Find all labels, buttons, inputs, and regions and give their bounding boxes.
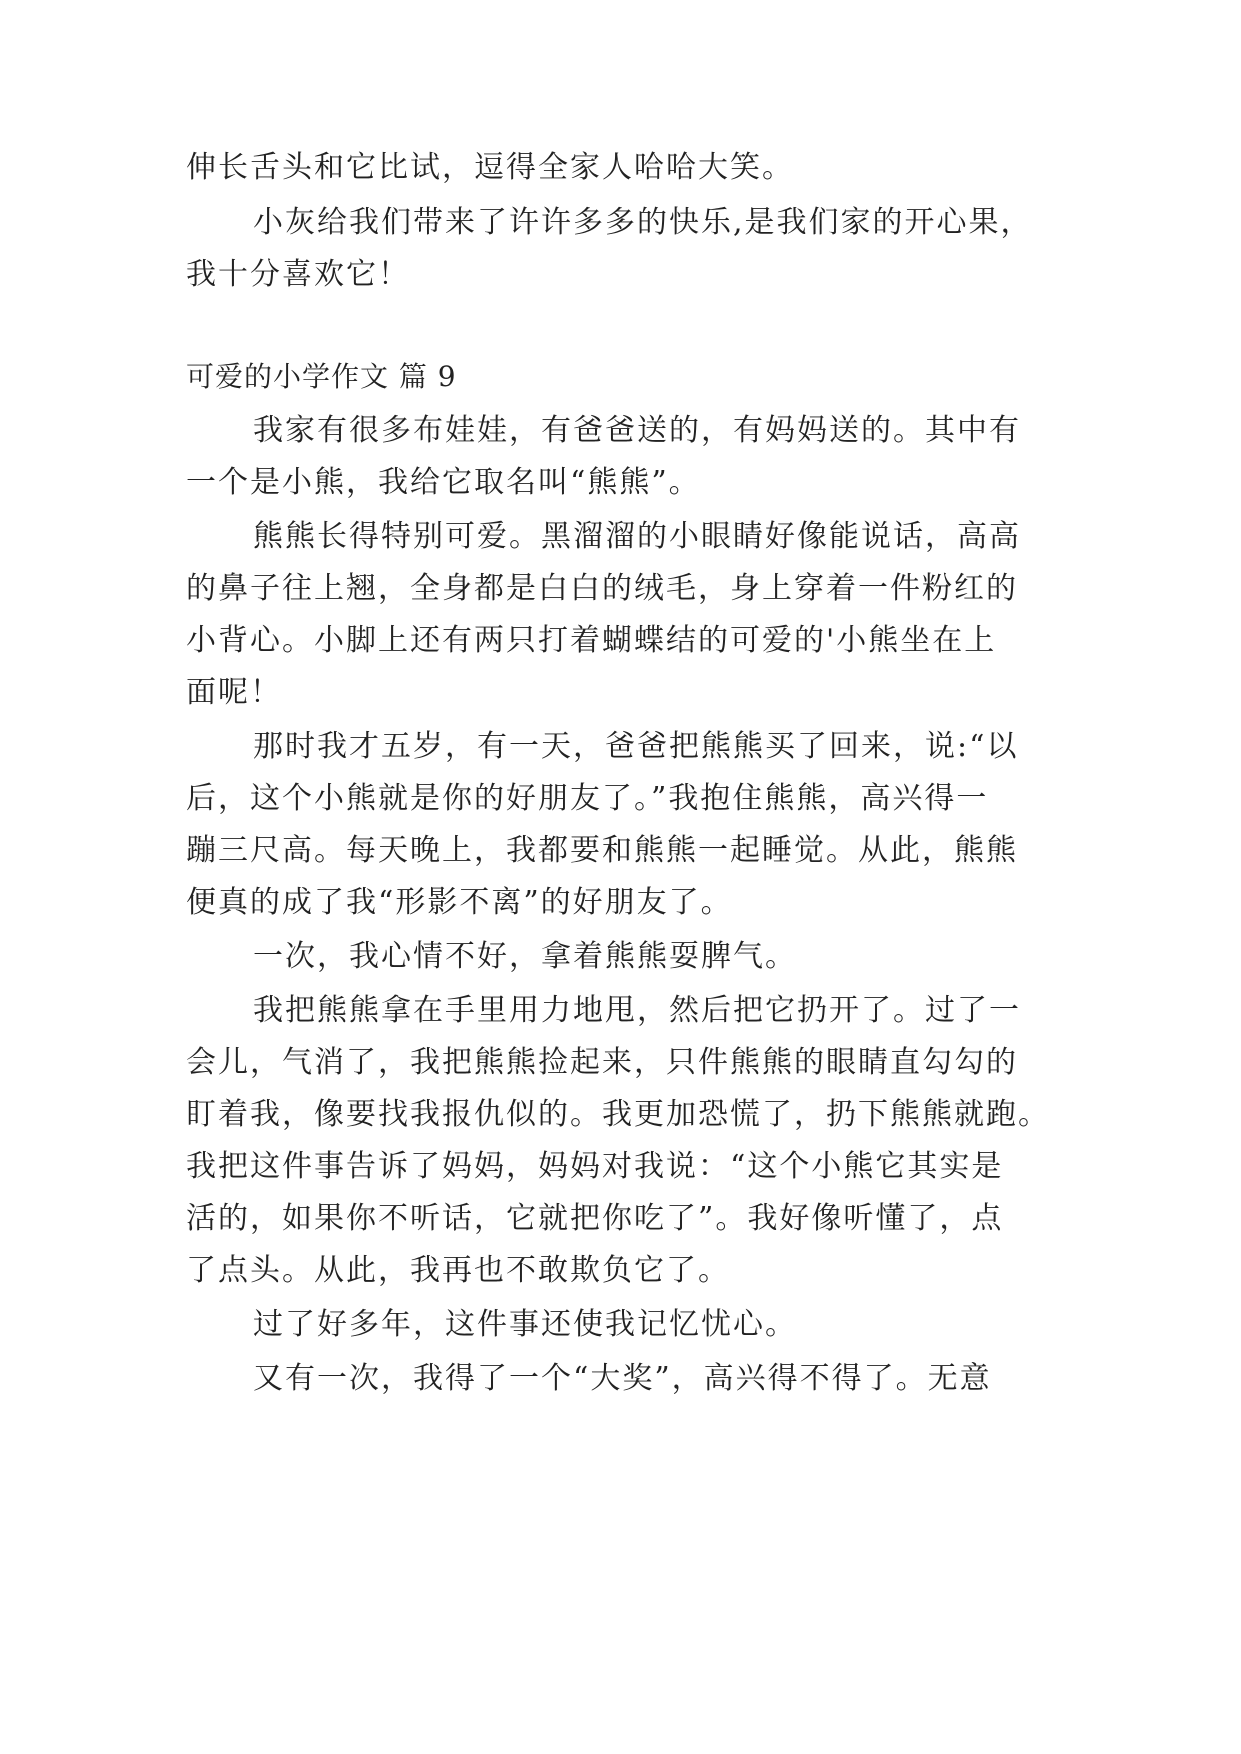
paragraph-line: 一次，我心情不好，拿着熊熊耍脾气。 [253,939,797,974]
paragraph-line: 小灰给我们带来了许许多多的快乐,是我们家的开心果， [253,205,1033,240]
paragraph-line: 的鼻子往上翘，全身都是白白的绒毛，身上穿着一件粉红的 [186,571,1018,606]
paragraph-line: 那时我才五岁，有一天，爸爸把熊熊买了回来，说:“以 [253,729,1019,764]
paragraph-line: 面呢！ [186,675,282,710]
paragraph-line: 便真的成了我“形影不离”的好朋友了。 [186,885,733,920]
paragraph-line: 一个是小熊，我给它取名叫“熊熊”。 [186,465,701,500]
paragraph-line: 我家有很多布娃娃，有爸爸送的，有妈妈送的。其中有 [253,413,1021,448]
paragraph-line: 又有一次，我得了一个“大奖”，高兴得不得了。无意 [253,1361,992,1396]
paragraph-line: 蹦三尺高。每天晚上，我都要和熊熊一起睡觉。从此，熊熊 [186,833,1018,868]
paragraph-line: 我把这件事告诉了妈妈，妈妈对我说：“这个小熊它其实是 [186,1149,1004,1184]
paragraph-line: 过了好多年，这件事还使我记忆忧心。 [253,1307,797,1342]
paragraph-line: 我十分喜欢它！ [186,257,410,292]
paragraph-line: 小背心。小脚上还有两只打着蝴蝶结的可爱的'小熊坐在上 [186,623,997,658]
paragraph-line: 熊熊长得特别可爱。黑溜溜的小眼睛好像能说话，高高 [253,519,1021,554]
paragraph-line: 盯着我，像要找我报仇似的。我更加恐慌了，扔下熊熊就跑。 [186,1097,1050,1132]
paragraph-line: 伸长舌头和它比试，逗得全家人哈哈大笑。 [186,150,794,185]
paragraph-line: 后，这个小熊就是你的好朋友了。”我抱住熊熊，高兴得一 [186,781,989,816]
paragraph-line: 活的，如果你不听话，它就把你吃了”。我好像听懂了，点 [186,1201,1004,1236]
paragraph-line: 了点头。从此，我再也不敢欺负它了。 [186,1253,730,1288]
essay-title: 可爱的小学作文 篇 9 [186,360,457,393]
paragraph-line: 会儿，气消了，我把熊熊捡起来，只件熊熊的眼睛直勾勾的 [186,1045,1018,1080]
paragraph-line: 我把熊熊拿在手里用力地甩，然后把它扔开了。过了一 [253,993,1021,1028]
